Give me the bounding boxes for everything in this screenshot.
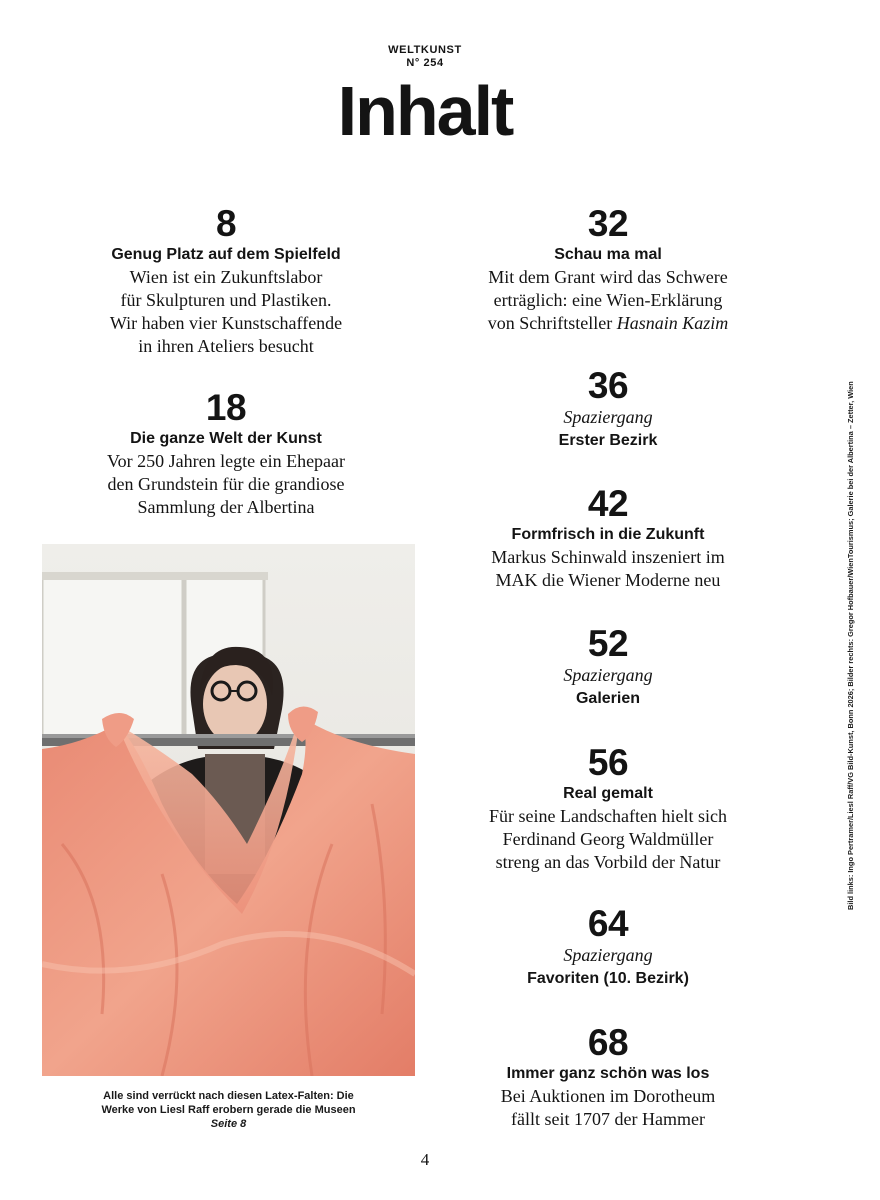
desc-line: von Schriftsteller Hasnain Kazim — [487, 313, 729, 333]
toc-entry[interactable] — [418, 623, 798, 710]
toc-page-number: 18 — [205, 387, 247, 428]
toc-description — [418, 546, 798, 592]
toc-entry[interactable] — [418, 365, 798, 452]
desc-line: MAK die Wiener Moderne neu — [495, 570, 721, 590]
toc-heading: Galerien — [575, 690, 641, 707]
author-name: Hasnain Kazim — [616, 313, 729, 333]
desc-line: Markus Schinwald inszeniert im — [491, 547, 725, 567]
toc-entry[interactable] — [418, 203, 798, 335]
toc-entry[interactable] — [418, 903, 798, 990]
toc-page-number: 56 — [587, 742, 629, 783]
toc-heading: Real gemalt — [563, 785, 653, 802]
page-title: Inhalt — [337, 72, 513, 150]
toc-page-number: 64 — [587, 903, 629, 944]
toc-entry[interactable] — [36, 387, 416, 519]
desc-line: Bei Auktionen im Dorotheum — [500, 1086, 716, 1106]
toc-description — [418, 266, 798, 335]
desc-line: Ferdinand Georg Waldmüller — [502, 829, 714, 849]
issue-number: N° 254 — [406, 57, 444, 69]
toc-page-number: 68 — [587, 1022, 629, 1063]
desc-line: Wien ist ein Zukunftslabor — [129, 267, 323, 287]
toc-description — [36, 266, 416, 358]
photo-credit: Bild links: Ingo Pertramer/Liesl Raff/VG Bild-Kunst, Bonn 2026; Bilder rechts: Gregor Hofbauer/WienTourismus; Galerie bei der Albertina – Zetter, Wien — [846, 381, 855, 910]
page-number: 4 — [420, 1150, 430, 1169]
caption-line: Werke von Liesl Raff erobern gerade die Museen — [101, 1104, 356, 1116]
toc-right-column — [418, 0, 798, 1200]
feature-photo — [42, 544, 415, 1076]
toc-page-number: 52 — [587, 623, 629, 664]
caption-line: Alle sind verrückt nach diesen Latex-Falten: Die — [103, 1090, 354, 1102]
toc-entry[interactable] — [418, 1022, 798, 1131]
toc-heading: Favoriten (10. Bezirk) — [527, 970, 689, 987]
desc-line: streng an das Vorbild der Natur — [495, 852, 721, 872]
toc-page-number: 36 — [587, 365, 629, 406]
desc-line: Wir haben vier Kunstschaffende — [109, 313, 343, 333]
toc-description — [418, 1085, 798, 1131]
toc-page-number: 42 — [587, 483, 629, 524]
toc-heading: Erster Bezirk — [558, 432, 658, 449]
desc-line: Sammlung der Albertina — [137, 497, 315, 517]
toc-heading: Schau ma mal — [554, 246, 662, 263]
desc-line: fällt seit 1707 der Hammer — [511, 1109, 705, 1129]
toc-description — [418, 805, 798, 874]
toc-kicker: Spaziergang — [563, 945, 653, 965]
desc-line: für Skulpturen und Plastiken. — [120, 290, 332, 310]
toc-entry[interactable] — [418, 483, 798, 592]
artist-with-latex-sculpture-image — [42, 544, 415, 1076]
magazine-name: WELTKUNST — [388, 44, 462, 56]
desc-line: Mit dem Grant wird das Schwere — [488, 267, 728, 287]
desc-line: in ihren Ateliers besucht — [138, 336, 314, 356]
toc-heading: Formfrisch in die Zukunft — [511, 526, 705, 543]
toc-heading: Genug Platz auf dem Spielfeld — [111, 246, 341, 263]
photo-caption — [42, 1089, 415, 1131]
desc-line: erträglich: eine Wien-Erklärung — [493, 290, 723, 310]
toc-heading: Immer ganz schön was los — [506, 1065, 710, 1082]
desc-line: Vor 250 Jahren legte ein Ehepaar — [106, 451, 346, 471]
toc-entry[interactable] — [36, 203, 416, 358]
toc-entry[interactable] — [418, 742, 798, 874]
toc-kicker: Spaziergang — [563, 665, 653, 685]
toc-heading: Die ganze Welt der Kunst — [130, 430, 322, 447]
toc-page-number: 8 — [215, 203, 237, 244]
caption-page-reference[interactable]: Seite 8 — [210, 1118, 247, 1130]
desc-line: den Grundstein für die grandiose — [107, 474, 345, 494]
toc-kicker: Spaziergang — [563, 407, 653, 427]
desc-line: Für seine Landschaften hielt sich — [489, 806, 727, 826]
toc-description — [36, 450, 416, 519]
toc-page-number: 32 — [587, 203, 629, 244]
